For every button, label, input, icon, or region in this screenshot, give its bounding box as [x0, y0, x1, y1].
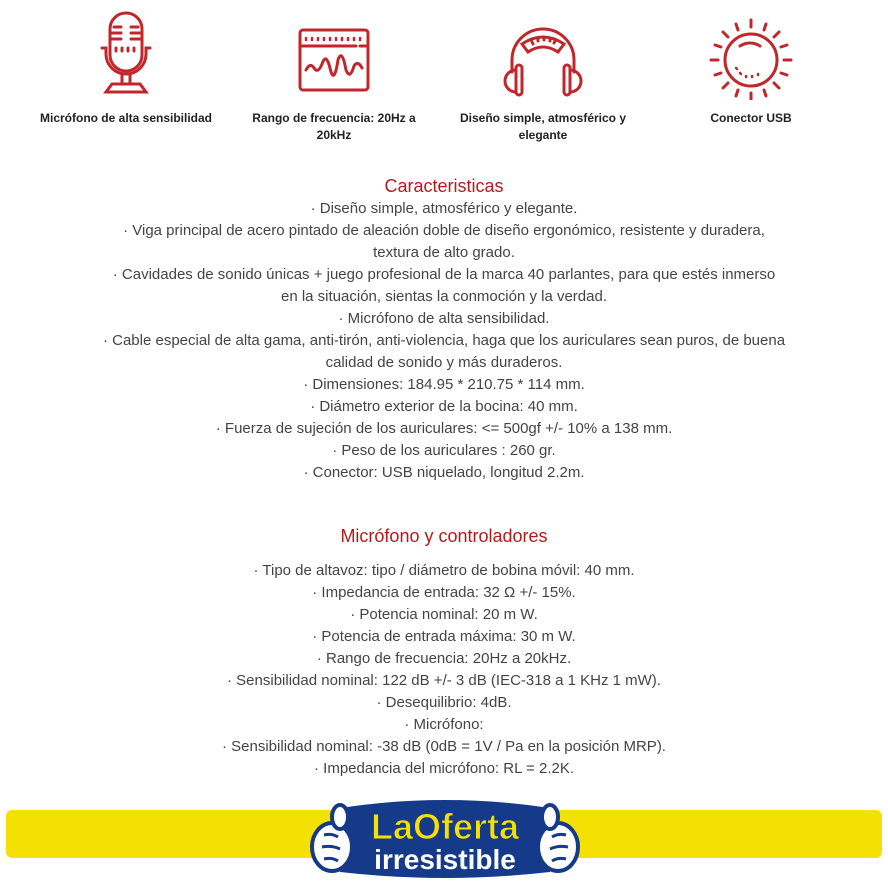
- sun-connector-icon: [706, 10, 796, 100]
- section-title: Micrófono y controladores: [340, 526, 548, 546]
- feature-icons-row: [0, 0, 888, 160]
- logo-line2: irresistible: [374, 844, 516, 875]
- spec-line: · Conector: USB niquelado, longitud 2.2m.: [303, 464, 585, 481]
- spec-line: · Potencia de entrada máxima: 30 m W.: [312, 628, 576, 645]
- spec-line: calidad de sonido y más duraderos.: [325, 354, 563, 371]
- spec-line: · Desequilibrio: 4dB.: [376, 694, 512, 711]
- spec-line: · Sensibilidad nominal: -38 dB (0dB = 1V / Pa en la posición MRP).: [222, 738, 666, 755]
- spec-line: · Potencia nominal: 20 m W.: [350, 606, 538, 623]
- section-title: Caracteristicas: [384, 176, 504, 196]
- spec-line: · Viga principal de acero pintado de aleación doble de diseño ergonómico, resistente y duradera,: [123, 222, 765, 239]
- feature-label: Micrófono de alta sensibilidad: [39, 111, 213, 125]
- feature-label: Rango de frecuencia: 20Hz a 20kHz: [252, 111, 416, 142]
- spec-line: · Impedancia de entrada: 32 Ω +/- 15%.: [312, 584, 576, 601]
- spec-line: · Cable especial de alta gama, anti-tirón, anti-violencia, haga que los auriculares sean puros, de buena: [102, 332, 786, 349]
- spec-line: · Cavidades de sonido únicas + juego profesional de la marca 40 parlantes, para que estés inmerso: [112, 266, 776, 283]
- headphones-icon: [498, 10, 588, 100]
- thumbs-up-right-icon: [538, 805, 578, 871]
- spec-line: · Tipo de altavoz: tipo / diámetro de bobina móvil: 40 mm.: [253, 562, 635, 579]
- spec-line: · Micrófono de alta sensibilidad.: [338, 310, 550, 327]
- spec-line: · Dimensiones: 184.95 * 210.75 * 114 mm.: [303, 376, 585, 393]
- feature-frequency: [234, 10, 434, 144]
- microphone-icon: [94, 10, 158, 100]
- spec-line: textura de alto grado.: [373, 244, 515, 261]
- spec-line: · Rango de frecuencia: 20Hz a 20kHz.: [316, 650, 572, 667]
- spec-line: · Micrófono:: [404, 716, 484, 733]
- feature-label: Conector USB: [710, 111, 792, 125]
- logo-line1: LaOferta: [370, 806, 520, 847]
- microphone-drivers-section: [0, 524, 888, 780]
- characteristics-section: [0, 174, 888, 484]
- feature-headphones: [443, 10, 643, 144]
- spec-line: · Fuerza de sujeción de los auriculares: <= 500gf +/- 10% a 138 mm.: [215, 420, 673, 437]
- spec-line: · Peso de los auriculares : 260 gr.: [332, 442, 556, 459]
- spec-line: · Sensibilidad nominal: 122 dB +/- 3 dB (IEC-318 a 1 KHz 1 mW).: [227, 672, 661, 689]
- feature-usb: [651, 10, 851, 127]
- la-oferta-irresistible-logo: [310, 795, 580, 880]
- spec-line: · Diámetro exterior de la bocina: 40 mm.: [310, 398, 578, 415]
- spec-line: en la situación, sientas la conmoción y la verdad.: [280, 288, 607, 305]
- frequency-wave-icon: [294, 10, 374, 100]
- feature-label: Diseño simple, atmosférico y elegante: [459, 111, 627, 142]
- spec-line: · Diseño simple, atmosférico y elegante.: [310, 200, 578, 217]
- spec-line: · Impedancia del micrófono: RL = 2.2K.: [314, 760, 574, 777]
- feature-microphone: [26, 10, 226, 127]
- thumbs-up-left-icon: [312, 805, 352, 871]
